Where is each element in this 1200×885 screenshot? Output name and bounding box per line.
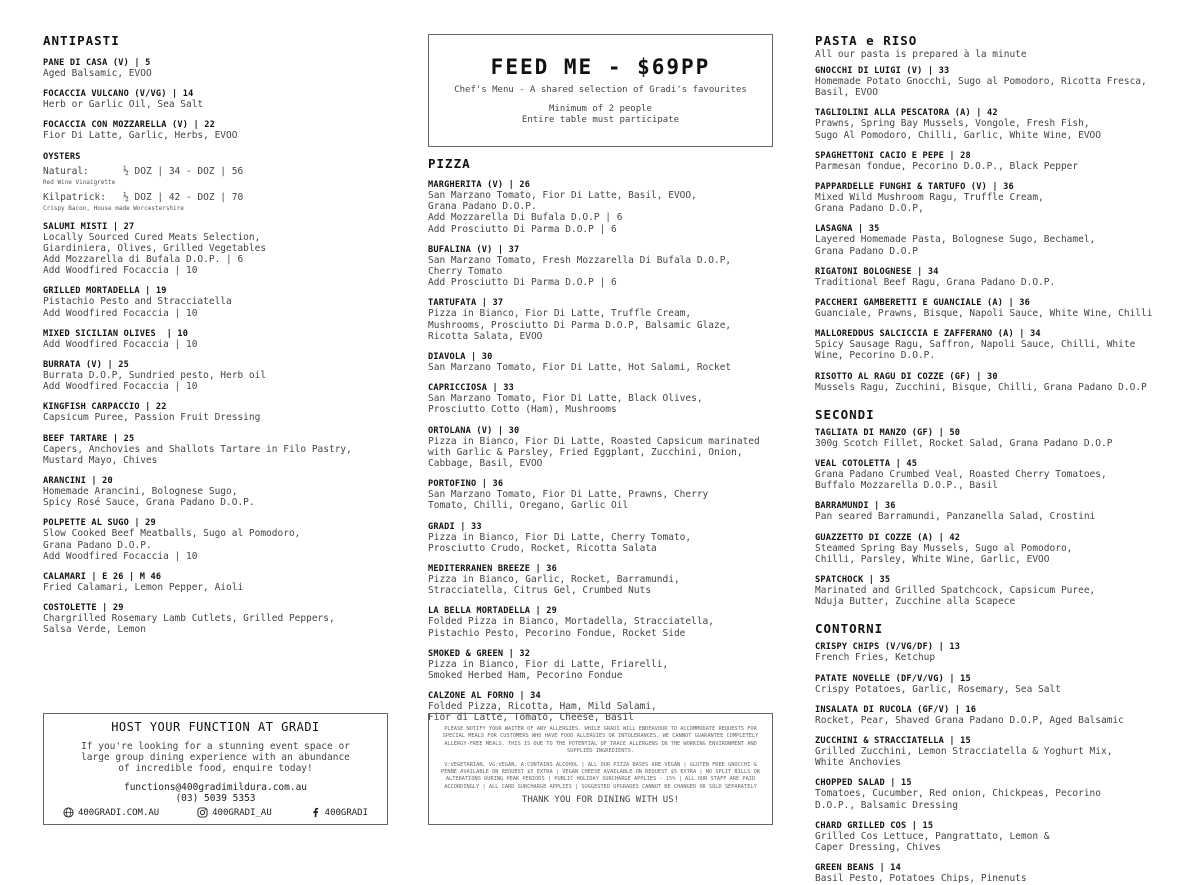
menu-item-name: RIGATONI BOLOGNESE | 34 (815, 266, 939, 277)
menu-item-name: GRILLED MORTADELLA | 19 (43, 286, 167, 297)
menu-item-description: Homemade Arancini, Bolognese Sugo, (43, 486, 238, 498)
oysters-natural-note: Red Wine Vinaigrette (43, 178, 116, 186)
menu-item-description: Salsa Verde, Lemon (43, 624, 146, 636)
host-phone[interactable]: (03) 5039 5353 (175, 793, 256, 804)
menu-item-name: GREEN BEANS | 14 (815, 863, 901, 874)
menu-item-description: Add Woodfired Focaccia | 10 (43, 381, 198, 393)
menu-item-description: Cherry Tomato (428, 266, 503, 278)
menu-item-name: ORTOLANA (V) | 30 (428, 425, 520, 436)
menu-item-description: Guanciale, Prawns, Bisque, Napoli Sauce, White Wine, Chilli (815, 308, 1153, 320)
menu-item-description: Add Woodfired Focaccia | 10 (43, 265, 198, 277)
menu-item-description: Traditional Beef Ragu, Grana Padano D.O.P. (815, 276, 1056, 288)
oysters-kilpatrick-note: Crispy Bacon, House made Worcestershire (43, 204, 184, 212)
menu-item-description: Nduja Butter, Zucchine alla Scapece (815, 596, 1016, 608)
menu-item-name: LASAGNA | 35 (815, 224, 880, 235)
antipasti-title: ANTIPASTI (43, 33, 120, 48)
oysters-block (43, 152, 388, 212)
menu-item-description: Marinated and Grilled Spatchcock, Capsicum Puree, (815, 585, 1096, 597)
menu-item (815, 778, 1160, 810)
menu-item-description: Fior di Latte, Tomato, Cheese, Basil (428, 712, 634, 724)
menu-item (428, 352, 773, 373)
menu-item-name: BURRATA (V) | 25 (43, 360, 129, 371)
website-label: 400GRADI.COM.AU (77, 807, 160, 818)
menu-item-description: Capsicum Puree, Passion Fruit Dressing (43, 412, 261, 424)
menu-item-name: GNOCCHI DI LUIGI (V) | 33 (815, 66, 950, 76)
pizza-column (428, 156, 773, 724)
menu-item-description: Sugo Al Pomodoro, Chilli, Garlic, White Wine, EVOO (815, 129, 1101, 141)
menu-item-name: PATATE NOVELLE (DF/V/VG) | 15 (815, 673, 971, 684)
menu-item (815, 267, 1160, 288)
menu-item-name: TAGLIOLINI ALLA PESCATORA (A) | 42 (815, 108, 998, 119)
menu-item-description: Grana Padano D.O.P (815, 245, 918, 257)
contorni-title: CONTORNI (815, 621, 884, 637)
menu-item-name: SPAGHETTONI CACIO E PEPE | 28 (815, 150, 971, 161)
menu-item-name: ARANCINI | 20 (43, 476, 113, 487)
menu-item-name: CHARD GRILLED COS | 15 (815, 820, 934, 831)
menu-item-name: MEDITERRANEN BREEZE | 36 (428, 564, 557, 575)
menu-item-description: Add Woodfired Focaccia | 10 (43, 307, 198, 319)
menu-item-description: Caper Dressing, Chives (815, 842, 941, 854)
menu-item-description: Steamed Spring Bay Mussels, Sugo al Pomodoro, (815, 542, 1073, 554)
menu-item-name: INSALATA DI RUCOLA (GF/V) | 16 (815, 704, 977, 715)
website-link[interactable] (63, 807, 159, 818)
host-line: large group dining experience with an abundance (81, 752, 350, 763)
menu-item-name: POLPETTE AL SUGO | 29 (43, 518, 156, 529)
feed-me-conditions (429, 104, 772, 125)
menu-item (43, 476, 388, 508)
menu-item-description: Prosciutto Cotto (Ham), Mushrooms (428, 404, 617, 416)
host-function-box (43, 713, 388, 825)
menu-item (43, 222, 388, 277)
menu-item-description: Prosciutto Crudo, Rocket, Ricotta Salata (428, 542, 657, 554)
feed-me-title: FEED ME - $69PP (490, 55, 711, 79)
host-line: If you're looking for a stunning event space or (81, 741, 350, 752)
feed-me-box (428, 34, 773, 147)
menu-item-description: Locally Sourced Cured Meats Selection, (43, 231, 261, 243)
oysters-natural: Natural: ½ DOZ | 34 - DOZ | 56 (43, 165, 244, 177)
thanks-message: THANK YOU FOR DINING WITH US! (521, 795, 680, 806)
menu-item (43, 58, 388, 79)
menu-item (815, 329, 1160, 361)
menu-item-name: CHOPPED SALAD | 15 (815, 778, 912, 789)
menu-item (815, 674, 1160, 695)
menu-item (815, 575, 1160, 607)
menu-item-description: Grilled Zucchini, Lemon Stracciatella & Yoghurt Mix, (815, 746, 1113, 758)
menu-item-description: Add Mozzarella Di Bufala D.O.P | 6 (428, 212, 623, 224)
menu-item-name: CALZONE AL FORNO | 34 (428, 691, 541, 702)
menu-item-name: PORTOFINO | 36 (428, 479, 504, 490)
menu-item-description: Tomato, Chilli, Oregano, Garlic Oil (428, 500, 629, 512)
menu-item (43, 402, 388, 423)
menu-item (428, 383, 773, 415)
menu-item (428, 479, 773, 511)
instagram-link[interactable] (197, 807, 272, 818)
menu-item-description: Fried Calamari, Lemon Pepper, Aioli (43, 582, 244, 594)
menu-item (43, 329, 388, 350)
menu-item (428, 522, 773, 554)
menu-item-description: Crispy Potatoes, Garlic, Rosemary, Sea Salt (815, 683, 1061, 695)
menu-item-description: Folded Pizza, Ricotta, Ham, Mild Salami, (428, 701, 657, 713)
menu-item-description: Homemade Potato Gnocchi, Sugo al Pomodoro, Ricotta Fresca, (815, 76, 1147, 87)
menu-item-description: Wine, Pecorino D.O.P. (815, 350, 936, 362)
pasta-subtitle: All our pasta is prepared à la minute (815, 49, 1027, 60)
menu-item-description: Add Prosciutto Di Parma D.O.P | 6 (428, 277, 617, 289)
menu-item-description: Parmesan fondue, Pecorino D.O.P., Black Pepper (815, 160, 1079, 172)
menu-item (428, 426, 773, 470)
menu-item (815, 182, 1160, 214)
oysters-kilpatrick: Kilpatrick: ½ DOZ | 42 - DOZ | 70 (43, 191, 244, 203)
menu-item-name: SPATCHOCK | 35 (815, 575, 891, 586)
oysters-title: OYSTERS (43, 151, 81, 162)
menu-item-description: Buffalo Mozzarella D.O.P., Basil (815, 480, 999, 492)
menu-item-name: COSTOLETTE | 29 (43, 603, 124, 614)
menu-item-description: Layered Homemade Pasta, Bolognese Sugo, Bechamel, (815, 234, 1096, 246)
menu-item-name: MIXED SICILIAN OLIVES | 10 (43, 328, 189, 339)
menu-item (43, 89, 388, 110)
secondi-list (815, 428, 1160, 608)
menu-item (43, 434, 388, 466)
menu-item (43, 360, 388, 392)
menu-item-description: Capers, Anchovies and Shallots Tartare in Filo Pastry, (43, 443, 352, 455)
menu-item-description: Prawns, Spring Bay Mussels, Vongole, Fresh Fish, (815, 118, 1090, 130)
allergy-notice-box (428, 713, 773, 825)
menu-item-description: Ricotta Salata, EVOO (428, 330, 543, 342)
menu-item-description: Add Woodfired Focaccia | 10 (43, 550, 198, 562)
menu-item-name: FOCACCIA CON MOZZARELLA (V) | 22 (43, 120, 215, 131)
menu-item (43, 572, 388, 593)
menu-item-description: Mustard Mayo, Chives (43, 454, 158, 466)
pizza-title: PIZZA (428, 156, 471, 171)
menu-item (428, 245, 773, 289)
globe-icon (63, 807, 74, 818)
instagram-label: 400GRADI_AU (212, 807, 272, 818)
allergy-text: PLEASE NOTIFY YOUR WAITER OF ANY ALLERGIES. WHILE GRADI WILL ENDEAVOUR TO ACCOMMODATE REQUESTS FOR SPECIAL MEALS FOR CUSTOMERS WHO HAVE FOOD ALLERGIES OR INTOLERANCES, WE CANNOT GUARANTEE COMPLETELY ALLERGY-FREE MEALS. THIS IS DUE TO THE POTENTIAL OF TRACE ALLERGENS IN THE WORKING ENVIRONMENT AND SUPPLIED INGREDIENTS. (442, 726, 759, 755)
menu-item-name: LA BELLA MORTADELLA | 29 (428, 606, 557, 617)
right-column (815, 33, 1160, 885)
menu-item-name: GUAZZETTO DI COZZE (A) | 42 (815, 532, 961, 543)
menu-item (815, 224, 1160, 256)
menu-item-description: Mixed Wild Mushroom Ragu, Truffle Cream, (815, 192, 1044, 204)
menu-item-description: Tomatoes, Cucumber, Red onion, Chickpeas, Pecorino (815, 788, 1101, 800)
menu-item-description: San Marzano Tomato, Fior Di Latte, Prawns, Cherry (428, 489, 709, 501)
menu-item (815, 501, 1160, 522)
menu-item-description: Giardiniera, Olives, Grilled Vegetables (43, 242, 267, 254)
menu-item-name: MARGHERITA (V) | 26 (428, 180, 531, 190)
menu-item (815, 372, 1160, 393)
menu-item-description: Pizza in Bianco, Fior Di Latte, Cherry Tomato, (428, 531, 692, 543)
menu-item-description: Pistachio Pesto, Pecorino Fondue, Rocket Side (428, 627, 686, 639)
menu-item-description: Chilli, Parsley, White Wine, Garlic, EVOO (815, 553, 1050, 565)
menu-item (815, 705, 1160, 726)
menu-item-description: Basil, EVOO (815, 87, 878, 99)
menu-item-description: San Marzano Tomato, Fior Di Latte, Basil, EVOO, (428, 190, 697, 201)
menu-item-name: KINGFISH CARPACCIO | 22 (43, 402, 167, 413)
menu-item-name: FOCACCIA VULCANO (V/VG) | 14 (43, 89, 194, 100)
menu-item-name: CAPRICCIOSA | 33 (428, 383, 514, 394)
menu-item-description: Grana Padano D.O.P, (815, 203, 924, 215)
menu-item-description: Aged Balsamic, EVOO (43, 68, 152, 79)
menu-item (815, 66, 1160, 98)
menu-item-name: VEAL COTOLETTA | 45 (815, 459, 918, 470)
menu-item-description: Grilled Cos Lettuce, Pangrattato, Lemon & (815, 830, 1050, 842)
menu-item-description: Folded Pizza in Bianco, Mortadella, Stracciatella, (428, 616, 714, 628)
host-description (44, 741, 387, 774)
pasta-list (815, 66, 1160, 393)
menu-item-description: Pizza in Bianco, Fior di Latte, Friarelli, (428, 658, 669, 670)
menu-item-description: 300g Scotch Fillet, Rocket Salad, Grana Padano D.O.P (815, 437, 1113, 449)
secondi-title: SECONDI (815, 406, 875, 422)
menu-item-description: Burrata D.O.P, Sundried pesto, Herb oil (43, 370, 267, 382)
menu-item (815, 428, 1160, 449)
menu-item-description: Grana Padano D.O.P. (43, 539, 152, 551)
antipasti-list-1 (43, 58, 388, 142)
menu-item-description: Pistachio Pesto and Stracciatella (43, 296, 232, 308)
menu-item (43, 603, 388, 635)
menu-item-description: White Anchovies (815, 757, 901, 769)
menu-item (815, 151, 1160, 172)
menu-item (428, 298, 773, 342)
menu-item-name: PACCHERI GAMBERETTI E GUANCIALE (A) | 36 (815, 298, 1030, 309)
feed-me-min: Minimum of 2 people (549, 104, 652, 114)
menu-item-description: Basil Pesto, Potatoes Chips, Pinenuts (815, 873, 1027, 885)
host-email[interactable]: functions@400gradimildura.com.au (123, 782, 308, 793)
feed-me-table: Entire table must participate (521, 114, 680, 125)
menu-item-description: San Marzano Tomato, Fior Di Latte, Black Olives, (428, 393, 703, 405)
menu-item (428, 606, 773, 638)
menu-item-name: PANE DI CASA (V) | 5 (43, 58, 151, 68)
menu-item (815, 821, 1160, 853)
menu-item-description: French Fries, Ketchup (815, 652, 936, 664)
menu-item (428, 564, 773, 596)
menu-item-description: Grana Padano Crumbed Veal, Roasted Cherry Tomatoes, (815, 469, 1107, 481)
menu-item-description: D.O.P., Balsamic Dressing (815, 799, 958, 811)
menu-item (815, 736, 1160, 768)
menu-item-description: Add Woodfired Focaccia | 10 (43, 338, 198, 350)
instagram-icon (197, 807, 208, 818)
menu-item-name: PAPPARDELLE FUNGHI & TARTUFO (V) | 36 (815, 182, 1014, 193)
menu-item (428, 649, 773, 681)
facebook-icon (310, 807, 321, 818)
menu-item-name: RISOTTO AL RAGU DI COZZE (GF) | 30 (815, 371, 998, 382)
dietary-legend: V:VEGETARIAN, VG:VEGAN, A:CONTAINS ALCOHOL | ALL OUR PIZZA BASES ARE VEGAN | GLUTEN FREE GNOCCHI & PENNE AVAILABLE ON REQUEST $5 EXTRA | VEGAN CHEESE AVAILABLE ON REQUEST $5 EXTRA | NO SPLIT BILLS OR ALTERATIONS DURING PEAK PERIODS | PUBLIC HOLIDAY SURCHARGE APPLIES - 15% | ALL OUR STAFF ARE PAID ACCORDINGLY | ALL CARD SURCHARGE APPLIES | SUGGESTED UPGRADES CANNOT BE CHANGED OR SOLD SEPARATELY (441, 761, 760, 790)
menu-item-name: MALLOREDDUS SALCICCIA E ZAFFERANO (A) | 34 (815, 329, 1041, 340)
menu-item (815, 459, 1160, 491)
host-line: of incredible food, enquire today! (118, 763, 313, 774)
menu-item (43, 120, 388, 141)
menu-item-description: Fior Di Latte, Garlic, Herbs, EVOO (43, 130, 238, 142)
facebook-link[interactable] (310, 807, 368, 818)
menu-item-description: San Marzano Tomato, Fresh Mozzarella Di Bufala D.O.P, (428, 254, 732, 266)
menu-item-description: Pizza in Bianco, Fior Di Latte, Roasted Capsicum marinated (428, 435, 760, 447)
menu-item (815, 642, 1160, 663)
social-links (44, 807, 387, 818)
menu-item-description: with Garlic & Parsley, Fried Eggplant, Zucchini, Onion, (428, 446, 743, 458)
menu-item-description: Add Mozzarella di Bufala D.O.P. | 6 (43, 254, 244, 266)
menu-item-name: SMOKED & GREEN | 32 (428, 648, 531, 659)
host-title: HOST YOUR FUNCTION AT GRADI (111, 720, 320, 734)
menu-item-description: Stracciatella, Citrus Gel, Crumbed Nuts (428, 585, 652, 597)
menu-item-name: CALAMARI | E 26 | M 46 (43, 572, 162, 583)
menu-item (815, 533, 1160, 565)
menu-item-name: TARTUFATA | 37 (428, 298, 504, 309)
menu-item-description: Smoked Herbed Ham, Pecorino Fondue (428, 670, 623, 682)
menu-item-description: Pizza in Bianco, Garlic, Rocket, Barramundi, (428, 574, 680, 586)
menu-item-description: Pan seared Barramundi, Panzanella Salad, Crostini (815, 511, 1096, 523)
menu-item-description: Chargrilled Rosemary Lamb Cutlets, Grilled Peppers, (43, 613, 335, 625)
feed-me-subtitle: Chef's Menu - A shared selection of Gradi's favourites (454, 85, 747, 95)
antipasti-column (43, 33, 388, 636)
menu-item-name: TAGLIATA DI MANZO (GF) | 50 (815, 427, 961, 438)
menu-item-description: Grana Padano D.O.P. (428, 201, 537, 213)
menu-item-name: GRADI | 33 (428, 521, 482, 532)
contorni-list (815, 642, 1160, 884)
menu-item-name: ZUCCHINI & STRACCIATELLA | 15 (815, 736, 971, 747)
menu-item-description: Add Prosciutto Di Parma D.O.P | 6 (428, 223, 617, 235)
menu-item-description: Mussels Ragu, Zucchini, Bisque, Chilli, Grana Padano D.O.P (815, 381, 1147, 393)
antipasti-list-2 (43, 222, 388, 636)
menu-item (815, 108, 1160, 140)
menu-item-description: Pizza in Bianco, Fior Di Latte, Truffle Cream, (428, 308, 692, 320)
menu-item-name: BARRAMUNDI | 36 (815, 501, 896, 512)
menu-item (43, 286, 388, 318)
menu-item-description: Herb or Garlic Oil, Sea Salt (43, 99, 204, 111)
menu-item (428, 180, 773, 235)
pasta-title: PASTA e RISO (815, 33, 918, 48)
menu-item-description: San Marzano Tomato, Fior Di Latte, Hot Salami, Rocket (428, 362, 732, 374)
menu-item-name: BEEF TARTARE | 25 (43, 433, 135, 444)
menu-item-name: SALUMI MISTI | 27 (43, 221, 135, 232)
menu-item-description: Slow Cooked Beef Meatballs, Sugo al Pomodoro, (43, 528, 301, 540)
menu-item-name: CRISPY CHIPS (V/VG/DF) | 13 (815, 642, 961, 653)
menu-item-description: Spicy Rosé Sauce, Grana Padano D.O.P. (43, 497, 255, 509)
menu-item-name: BUFALINA (V) | 37 (428, 244, 520, 255)
pizza-list (428, 180, 773, 724)
menu-item-description: Cabbage, Basil, EVOO (428, 458, 543, 470)
menu-item (815, 298, 1160, 319)
facebook-label: 400GRADI (324, 807, 369, 818)
menu-item-name: DIAVOLA | 30 (428, 352, 493, 363)
menu-item-description: Rocket, Pear, Shaved Grana Padano D.O.P, Aged Balsamic (815, 714, 1124, 726)
menu-item-description: Mushrooms, Prosciutto Di Parma D.O.P, Balsamic Glaze, (428, 319, 732, 331)
menu-item (43, 518, 388, 562)
host-contact (44, 782, 387, 804)
menu-item-description: Spicy Sausage Ragu, Saffron, Napoli Sauce, Chilli, White (815, 339, 1136, 351)
menu-item (815, 863, 1160, 884)
